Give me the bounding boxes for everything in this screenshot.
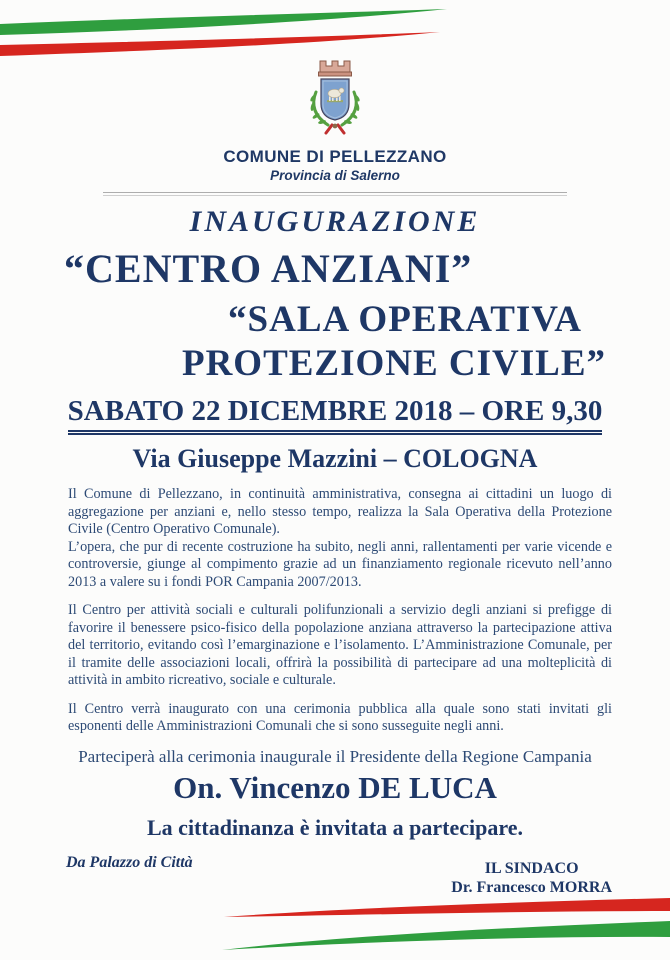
title-sala-operativa-line2: PROTEZIONE CIVILE” — [181, 343, 607, 384]
paragraph-1: Il Comune di Pellezzano, in continuità amministrativa, consegna ai cittadini un luogo di aggregazione per anziani e, nello stesso tempo, realizza la Sala Operativa della Protezione Civile (Centro Operativo Comunale). — [68, 486, 612, 537]
paragraph-2: L’opera, che pur di recente costruzione ha subito, negli anni, rallentamenti per varie vicende e controversie, giunge al compimento grazie ad un finanziamento regionale ricevuto nell’anno 2013 a valere su i fondi POR Campania 2007/2013. — [68, 538, 612, 590]
body-text — [68, 486, 612, 736]
title-sala-operativa-line1: “SALA OPERATIVA — [228, 299, 582, 340]
event-type-title: INAUGURAZIONE — [189, 205, 481, 238]
italian-flag-ribbon-top-icon — [0, 0, 670, 70]
place-line: Da Palazzo di Città — [66, 853, 193, 871]
guest-name: On. Vincenzo DE LUCA — [173, 769, 497, 805]
paragraph-3: Il Centro per attività sociali e culturali polifunzionali a servizio degli anziani si prefigge di favorire il benessere psico-fisico della popolazione anziana attraverso la partecipazione attiva del territorio, evitando così l’emarginazione e l’isolamento. L’Amministrazione Comunale, per il tramite delle associazioni locali, offrirà la possibilità di partecipare ad una molteplicità di attività in ambito ricreativo, sociale e culturale. — [68, 602, 612, 688]
header-divider — [103, 192, 567, 196]
event-datetime: SABATO 22 DICEMBRE 2018 – ORE 9,30 — [0, 394, 670, 435]
invitation-line: La cittadinanza è invitata a partecipare. — [147, 814, 523, 840]
paragraph-4: Il Centro verrà inaugurato con una cerimonia pubblica alla quale sono stati invitati gli esponenti delle Amministrazioni Comunali che si sono susseguite negli anni. — [68, 700, 612, 734]
signature-name: Dr. Francesco MORRA — [451, 878, 612, 896]
ceremony-intro: Parteciperà alla cerimonia inaugurale il Presidente della Regione Campania — [78, 746, 592, 766]
event-location: Via Giuseppe Mazzini – COLOGNA — [132, 444, 538, 473]
signature-block — [451, 859, 612, 897]
italian-flag-ribbon-bottom-icon — [222, 894, 670, 956]
signature-row — [0, 853, 670, 897]
signature-title: IL SINDACO — [484, 859, 579, 877]
province-name: Provincia di Salerno — [270, 168, 400, 183]
title-centro-anziani: “CENTRO ANZIANI” — [64, 246, 473, 291]
municipality-name: COMUNE DI PELLEZZANO — [223, 147, 447, 166]
